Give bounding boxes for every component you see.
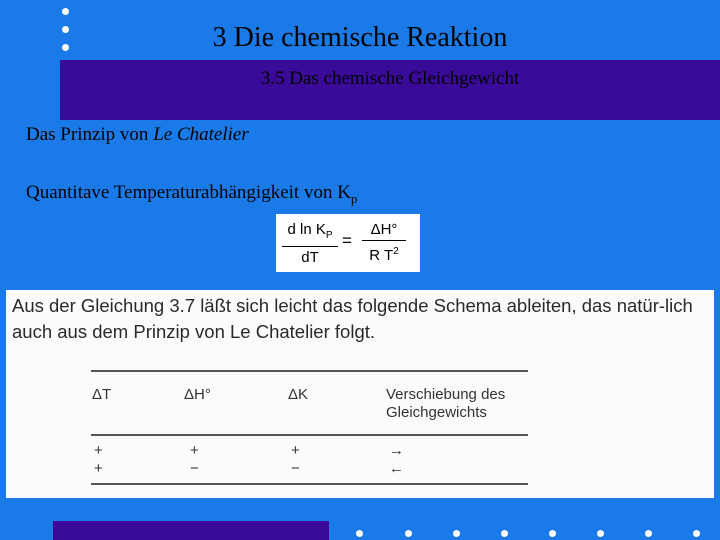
decor-dot	[501, 530, 508, 537]
slide-title: 3 Die chemische Reaktion	[212, 22, 508, 53]
principle-prefix: Das Prinzip von	[26, 124, 154, 145]
formula-rhs	[362, 220, 406, 267]
col-header-delta-h: ΔH°	[184, 386, 211, 403]
temperature-dependence-text: Quantitave Temperaturabhängigkeit von K	[26, 182, 351, 203]
scan-paragraph: Aus der Gleichung 3.7 läßt sich leicht das folgende Schema ableiten, das natür-lich auch aus dem Prinzip von Le Chatelier folgt.	[12, 295, 693, 342]
formula-lhs-denominator: dT	[301, 249, 319, 266]
col-header-shift-1: Verschiebung des	[386, 386, 506, 403]
table-rule-top	[91, 370, 528, 372]
cell-r2-c4: ←	[389, 460, 404, 477]
vant-hoff-formula	[276, 214, 420, 272]
decor-dot	[453, 530, 460, 537]
formula-rhs-denominator	[362, 241, 406, 267]
decor-dot	[549, 530, 556, 537]
rhs-den-sup: 2	[393, 246, 399, 257]
cell-r1-c2: +	[190, 442, 199, 459]
formula-rhs-numerator: ΔH°	[362, 220, 406, 241]
lhs-num-sub: P	[325, 230, 333, 241]
decor-dot	[597, 530, 604, 537]
cell-r1-c3: +	[291, 442, 300, 459]
table-rule-mid	[91, 434, 528, 436]
formula-lhs-numerator	[282, 220, 338, 247]
cell-r1-c1: +	[94, 442, 103, 459]
table-rule-bottom	[91, 483, 528, 485]
decor-dot	[693, 530, 700, 537]
col-header-shift-2: Gleichgewichts	[386, 404, 487, 421]
footer-band	[53, 521, 329, 540]
cell-r2-c2: −	[190, 460, 199, 477]
cell-r2-c1: +	[94, 460, 103, 477]
temperature-dependence-line	[26, 182, 357, 207]
principle-line	[26, 124, 249, 146]
decor-dot	[405, 530, 412, 537]
scanned-excerpt	[6, 290, 714, 498]
decor-dot	[356, 530, 363, 537]
decor-dot	[62, 8, 69, 15]
col-header-delta-k: ΔK	[288, 386, 309, 403]
formula-lhs	[282, 220, 338, 269]
decor-dot	[645, 530, 652, 537]
formula-equals: =	[342, 231, 352, 250]
slide-subtitle: 3.5 Das chemische Gleichgewicht	[260, 68, 520, 89]
lhs-num-text: d ln K	[287, 221, 326, 238]
col-header-delta-t: ΔT	[92, 386, 112, 403]
principle-name: Le Chatelier	[153, 124, 249, 145]
cell-r2-c3: −	[291, 460, 300, 477]
rhs-den-text: R T	[369, 247, 394, 264]
cell-r1-c4: →	[389, 442, 404, 459]
kp-subscript: p	[350, 190, 358, 206]
